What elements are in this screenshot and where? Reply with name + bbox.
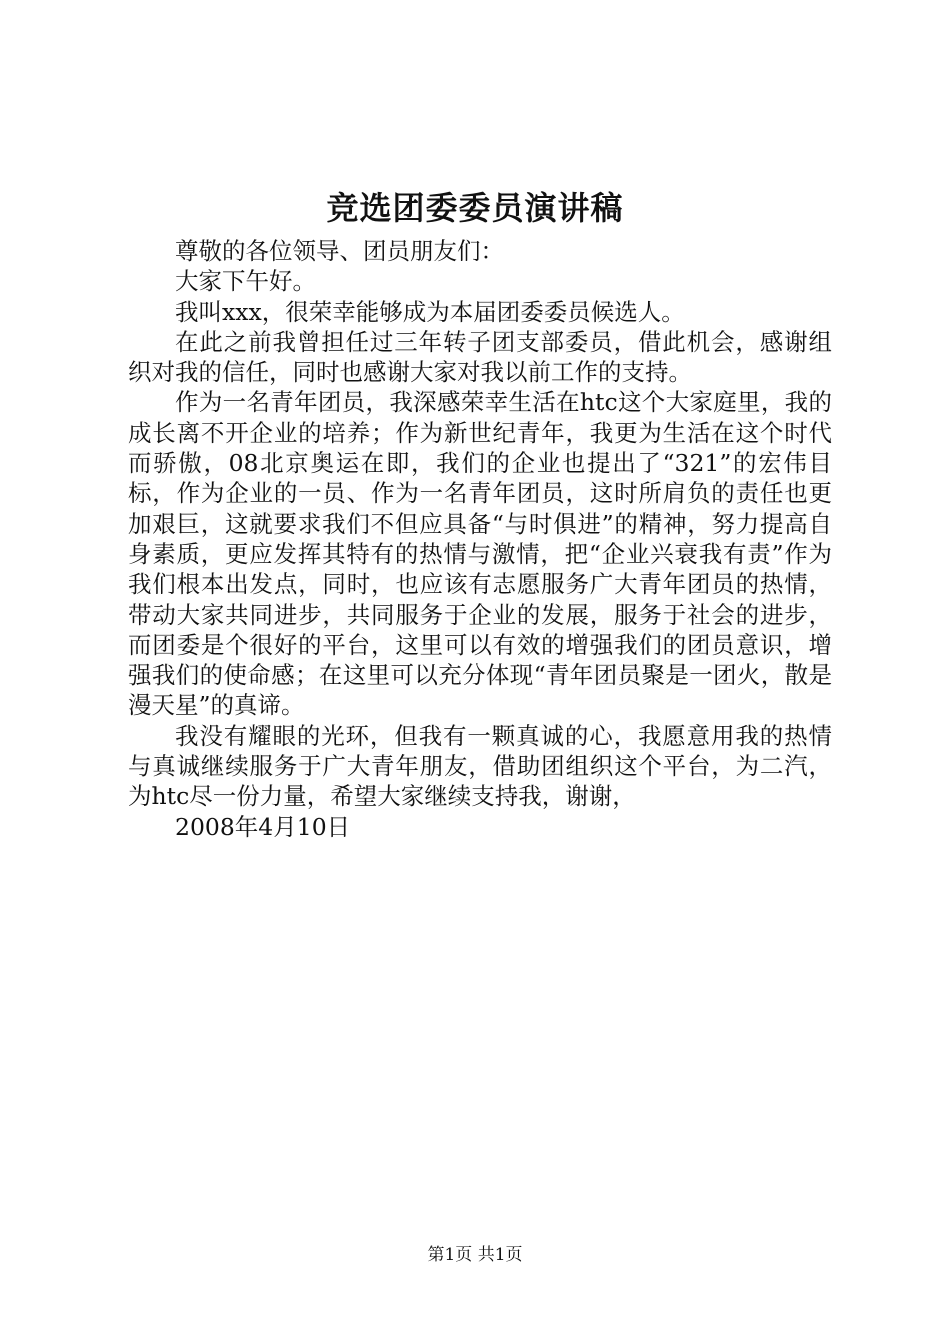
date-paragraph: 2008年4月10日: [175, 812, 351, 841]
closing-paragraph: 我没有耀眼的光环，但我有一颗真诚的心，我愿意用我的热情与真诚继续服务于广大青年朋友，借助团组织这个平台，为二汽，为htc尽一份力量，希望大家继续支持我，谢谢，: [128, 721, 832, 811]
document-body: [128, 236, 832, 842]
page-number-footer: 第1页 共1页: [427, 1245, 523, 1265]
document-title: 竞选团委委员演讲稿: [326, 189, 624, 227]
main-speech-paragraph: 作为一名青年团员，我深感荣幸生活在htc这个大家庭里，我的成长离不开企业的培养；作为新世纪青年，我更为生活在这个时代而骄傲，08北京奥运在即，我们的企业也提出了“321”的宏伟目标，作为企业的一员、作为一名青年团员，这时所肩负的责任也更加艰巨，这就要求我们不但应具备“与时俱进”的精神，努力提高自身素质，更应发挥其特有的热情与激情，把“企业兴衰我有责”作为我们根本出发点，同时，也应该有志愿服务广大青年团员的热情，带动大家共同进步，共同服务于企业的发展，服务于社会的进步，而团委是个很好的平台，这里可以有效的增强我们的团员意识，增强我们的使命感；在这里可以充分体现“青年团员聚是一团火，散是漫天星”的真谛。: [128, 388, 832, 720]
salutation-paragraph: 尊敬的各位领导、团员朋友们：: [175, 237, 504, 265]
introduction-paragraph: 我叫xxx，很荣幸能够成为本届团委委员候选人。: [175, 297, 685, 326]
greeting-paragraph: 大家下午好。: [175, 267, 316, 296]
experience-paragraph: 在此之前我曾担任过三年转子团支部委员，借此机会，感谢组织对我的信任，同时也感谢大家对我以前工作的支持。: [128, 327, 832, 387]
